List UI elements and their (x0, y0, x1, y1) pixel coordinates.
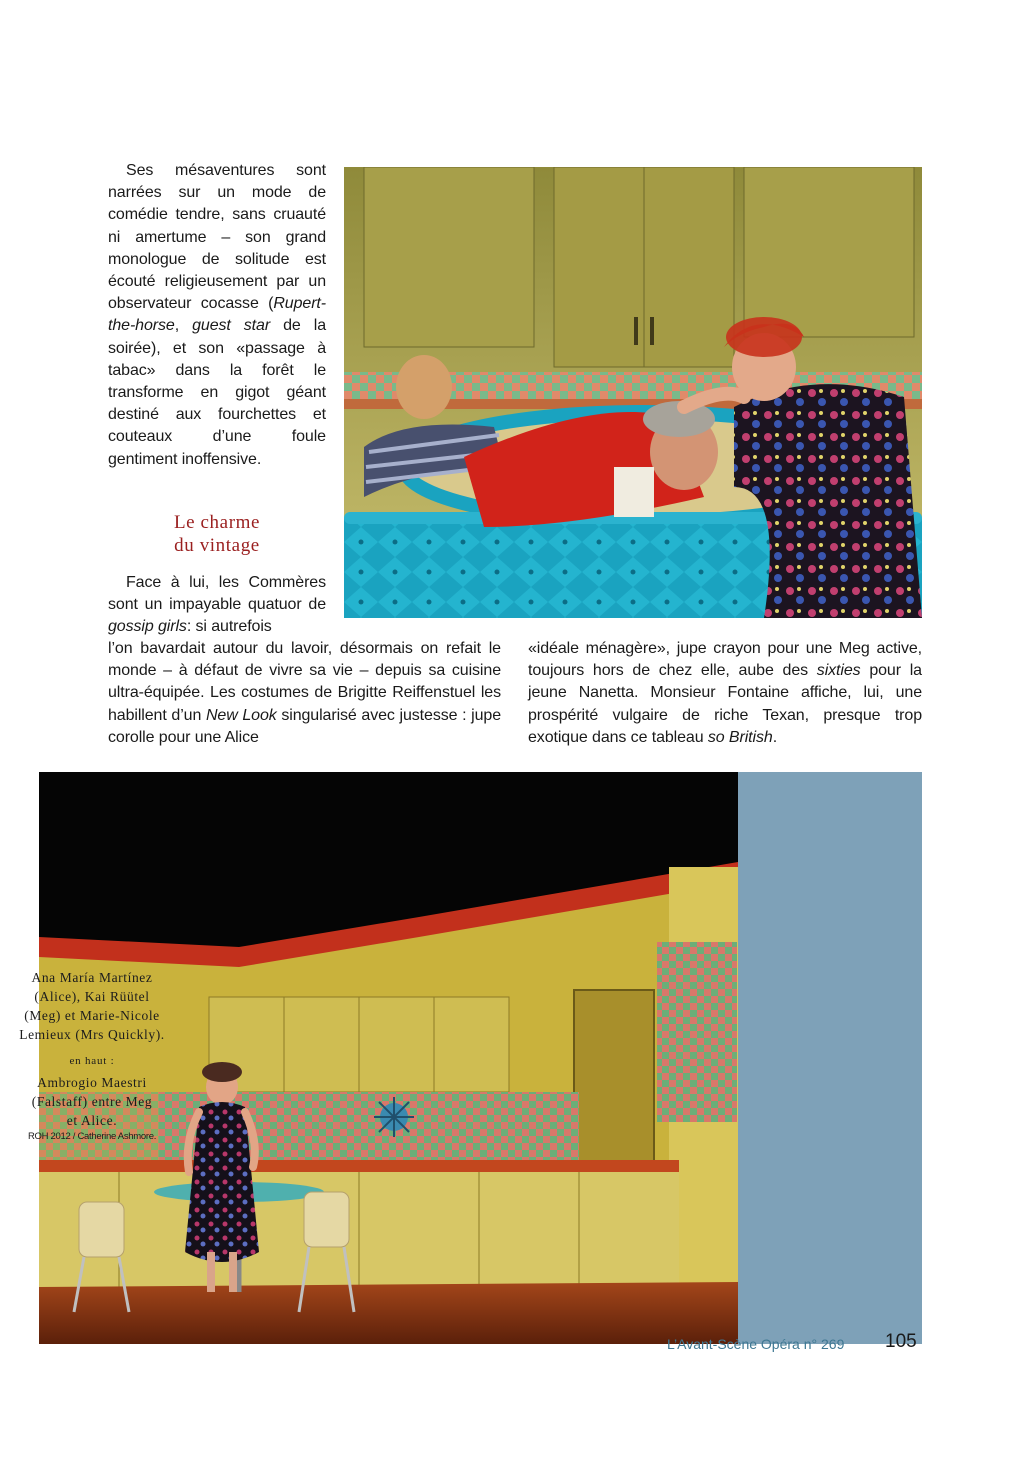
para2-text-b: : si autrefois (186, 618, 272, 636)
caption-sub-line2: (Falstaff) entre Meg (31, 1094, 153, 1109)
photo-top-illustration (344, 167, 922, 618)
right-text-a: «idéale ménagère», jupe crayon pour une Meg active, toujours hors de chez elle, aube des (528, 640, 922, 680)
caption-panel (738, 772, 922, 1344)
section-title-line2: du vintage (174, 535, 260, 556)
caption-main-line3: (Meg) et Marie-Nicole (24, 1008, 160, 1023)
intro-text-b: , (174, 317, 193, 335)
right-text-b: pour la jeune Nanetta. Monsieur Fontaine affiche, lui, une prospérité vulgaire de riche Texan, presque trop exotique dans ce tableau (528, 662, 922, 746)
para2-em-new-look: New Look (205, 706, 277, 724)
caption-main-line1: Ana María Martínez (31, 970, 153, 985)
section-title (108, 511, 326, 557)
right-text-c: . (772, 728, 778, 746)
intro-text-a: Ses mésaventures sont narrées sur un mode de comédie tendre, sans cruauté ni amertume – son grand monologue de solitude est écouté religieusement par un observateur cocasse ( (108, 162, 326, 313)
caption-main-line2: (Alice), Kai Rüütel (34, 989, 150, 1004)
caption-sub-line1: Ambrogio Maestri (37, 1075, 147, 1090)
page-number: 105 (885, 1331, 917, 1352)
section-title-line1: Le charme (173, 512, 261, 533)
intro-text-c: de la soirée), et son «passage à tabac» dans la forêt le transforme en gigot géant destiné aux fourchettes et couteaux d’une foule gentiment inoffensive. (108, 317, 326, 468)
paragraph-2-wide (108, 638, 501, 749)
para2-em-gossip: gossip girls (108, 618, 187, 636)
caption-sub-line3: et Alice. (66, 1113, 118, 1128)
intro-em-guest-star: guest star (192, 317, 271, 335)
intro-paragraph (108, 160, 326, 471)
caption-sub (0, 1073, 184, 1130)
para2-text-a: Face à lui, les Commères sont un impayable quatuor de (108, 574, 326, 614)
caption-main-line4: Lemieux (Mrs Quickly). (19, 1027, 165, 1042)
right-em-sixties: sixties (816, 662, 861, 680)
caption-main (0, 968, 184, 1044)
right-column-paragraph (528, 638, 922, 749)
para2-wide-text-b: singularisé avec justesse : jupe corolle pour une Alice (108, 706, 501, 746)
footer-magazine-title: L’Avant-Scène Opéra n° 269 (667, 1336, 845, 1352)
photo-credit: ROH 2012 / Catherine Ashmore. (27, 1131, 157, 1142)
intro-em-rupert: Rupert-the-horse (108, 295, 326, 335)
paragraph-2-narrow (108, 572, 326, 639)
right-em-so-british: so British (707, 728, 773, 746)
para2-wide-text-a: l’on bavardait autour du lavoir, désormais on refait le monde – à défaut de vivre sa vie – depuis sa cuisine ultra-équipée. Les costumes de Brigitte Reiffenstuel les habillent d’un (108, 640, 501, 724)
photo-falstaff-bed-scene (344, 167, 922, 618)
caption-label: en haut : (69, 1055, 115, 1067)
